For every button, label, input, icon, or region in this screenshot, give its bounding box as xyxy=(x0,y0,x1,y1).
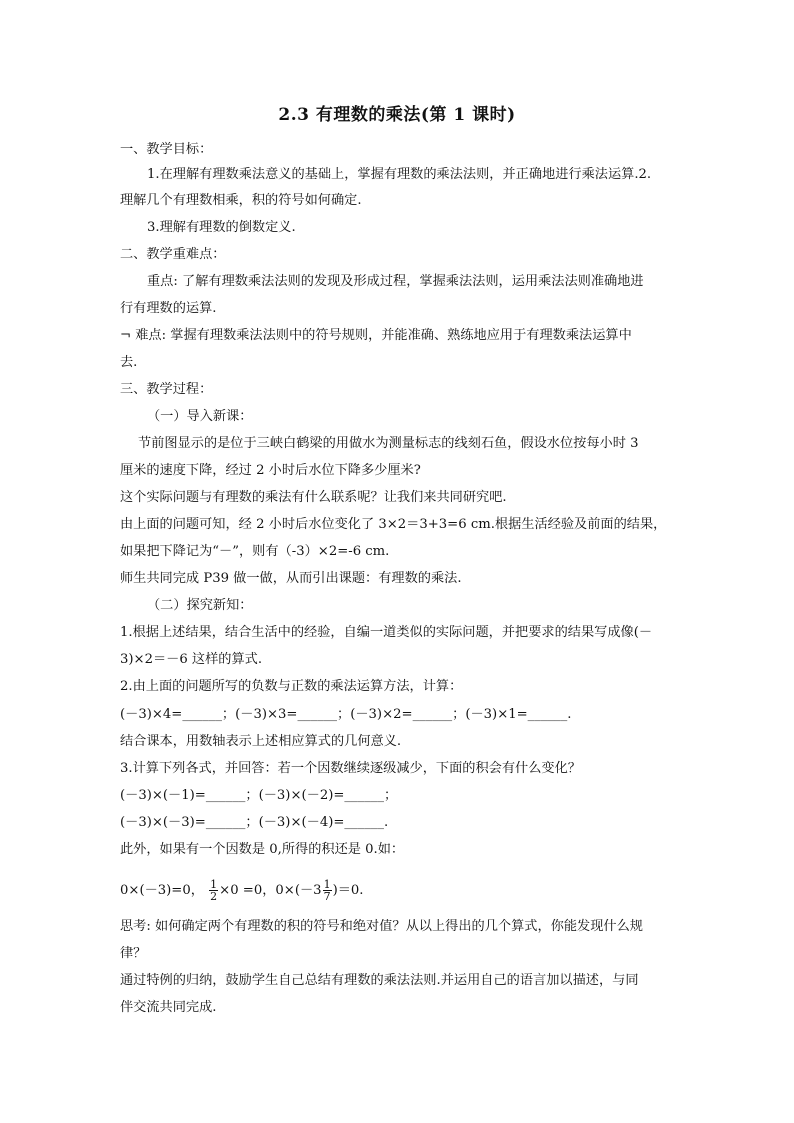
formula-part: ×0 =0，0×(－3 xyxy=(219,883,322,898)
exercise-line: (－3)×4=______；(－3)×3=______；(－3)×2=______；(－3)×1=______. xyxy=(120,707,572,722)
section-heading: 三、教学过程： xyxy=(120,382,213,397)
subsection-heading: （一）导入新课： xyxy=(147,409,253,424)
fraction xyxy=(209,879,218,902)
paragraph-line: 律？ xyxy=(120,946,147,961)
paragraph-line: 理解几个有理数相乘，积的符号如何确定. xyxy=(120,193,362,208)
paragraph-line: 师生共同完成 P39 做一做，从而引出课题：有理数的乘法. xyxy=(120,571,462,586)
paragraph-line: 2.由上面的问题所写的负数与正数的乘法运算方法，计算： xyxy=(120,679,463,694)
fraction-numerator: 1 xyxy=(210,878,218,891)
fraction-denominator: 2 xyxy=(210,890,218,903)
paragraph-line: 去. xyxy=(120,355,138,370)
paragraph-line: 通过特例的归纳，鼓励学生自己总结有理数的乘法法则.并运用自己的语言加以描述，与同 xyxy=(120,973,639,988)
formula-part: )＝0. xyxy=(332,883,364,898)
paragraph-line: 如果把下降记为“－”，则有（-3）×2=-6 cm. xyxy=(120,544,390,559)
subsection-heading: （二）探究新知： xyxy=(147,598,253,613)
formula-part: 0×(－3)=0， xyxy=(120,883,204,898)
paragraph-line: 1.在理解有理数乘法意义的基础上，掌握有理数的乘法法则，并正确地进行乘法运算.2. xyxy=(147,167,652,182)
paragraph-line: 思考: 如何确定两个有理数的积的符号和绝对值？从以上得出的几个算式，你能发现什么规 xyxy=(120,919,643,934)
fraction-denominator: 7 xyxy=(323,890,331,903)
page-title: 2.3 有理数的乘法(第 1 课时) xyxy=(278,105,516,125)
paragraph-line: 由上面的问题可知，经 2 小时后水位变化了 3×2＝3+3=6 cm.根据生活经验及前面的结果， xyxy=(120,517,667,532)
paragraph-line: 厘米的速度下降，经过 2 小时后水位下降多少厘米? xyxy=(120,463,421,478)
paragraph-line: 重点: 了解有理数乘法法则的发现及形成过程，掌握乘法法则，运用乘法法则准确地进 xyxy=(147,274,644,289)
exercise-line: (－3)×(－3)=______；(－3)×(－4)=______. xyxy=(120,815,389,830)
formula-line xyxy=(120,876,676,906)
paragraph-line: 1.根据上述结果，结合生活中的经验，自编一道类似的实际问题，并把要求的结果写成像(－ xyxy=(120,625,653,640)
paragraph-line: ¬ 难点: 掌握有理数乘法法则中的符号规则，并能准确、熟练地应用于有理数乘法运算中 xyxy=(120,328,632,343)
paragraph-line: 节前图显示的是位于三峡白鹤梁的用做水为测量标志的线刻石鱼，假设水位按每小时 3 xyxy=(138,436,639,451)
fraction xyxy=(323,879,332,902)
exercise-line: (－3)×(－1)=______；(－3)×(－2)=______； xyxy=(120,788,398,803)
paragraph-line: 伴交流共同完成. xyxy=(120,1000,217,1015)
paragraph-line: 行有理数的运算. xyxy=(120,301,217,316)
section-heading: 二、教学重难点： xyxy=(120,247,226,262)
paragraph-line: 结合课本，用数轴表示上述相应算式的几何意义. xyxy=(120,734,402,749)
paragraph-line: 此外，如果有一个因数是 0,所得的积还是 0.如： xyxy=(120,842,405,857)
paragraph-line: 3)×2＝－6 这样的算式. xyxy=(120,652,263,667)
paragraph-line: 这个实际问题与有理数的乘法有什么联系呢？让我们来共同研究吧. xyxy=(120,490,507,505)
paragraph-line: 3.计算下列各式，并回答：若一个因数继续逐级减少，下面的积会有什么变化？ xyxy=(120,761,581,776)
section-heading: 一、教学目标： xyxy=(120,142,213,157)
fraction-numerator: 1 xyxy=(323,878,331,891)
paragraph-line: 3.理解有理数的倒数定义. xyxy=(147,220,296,235)
